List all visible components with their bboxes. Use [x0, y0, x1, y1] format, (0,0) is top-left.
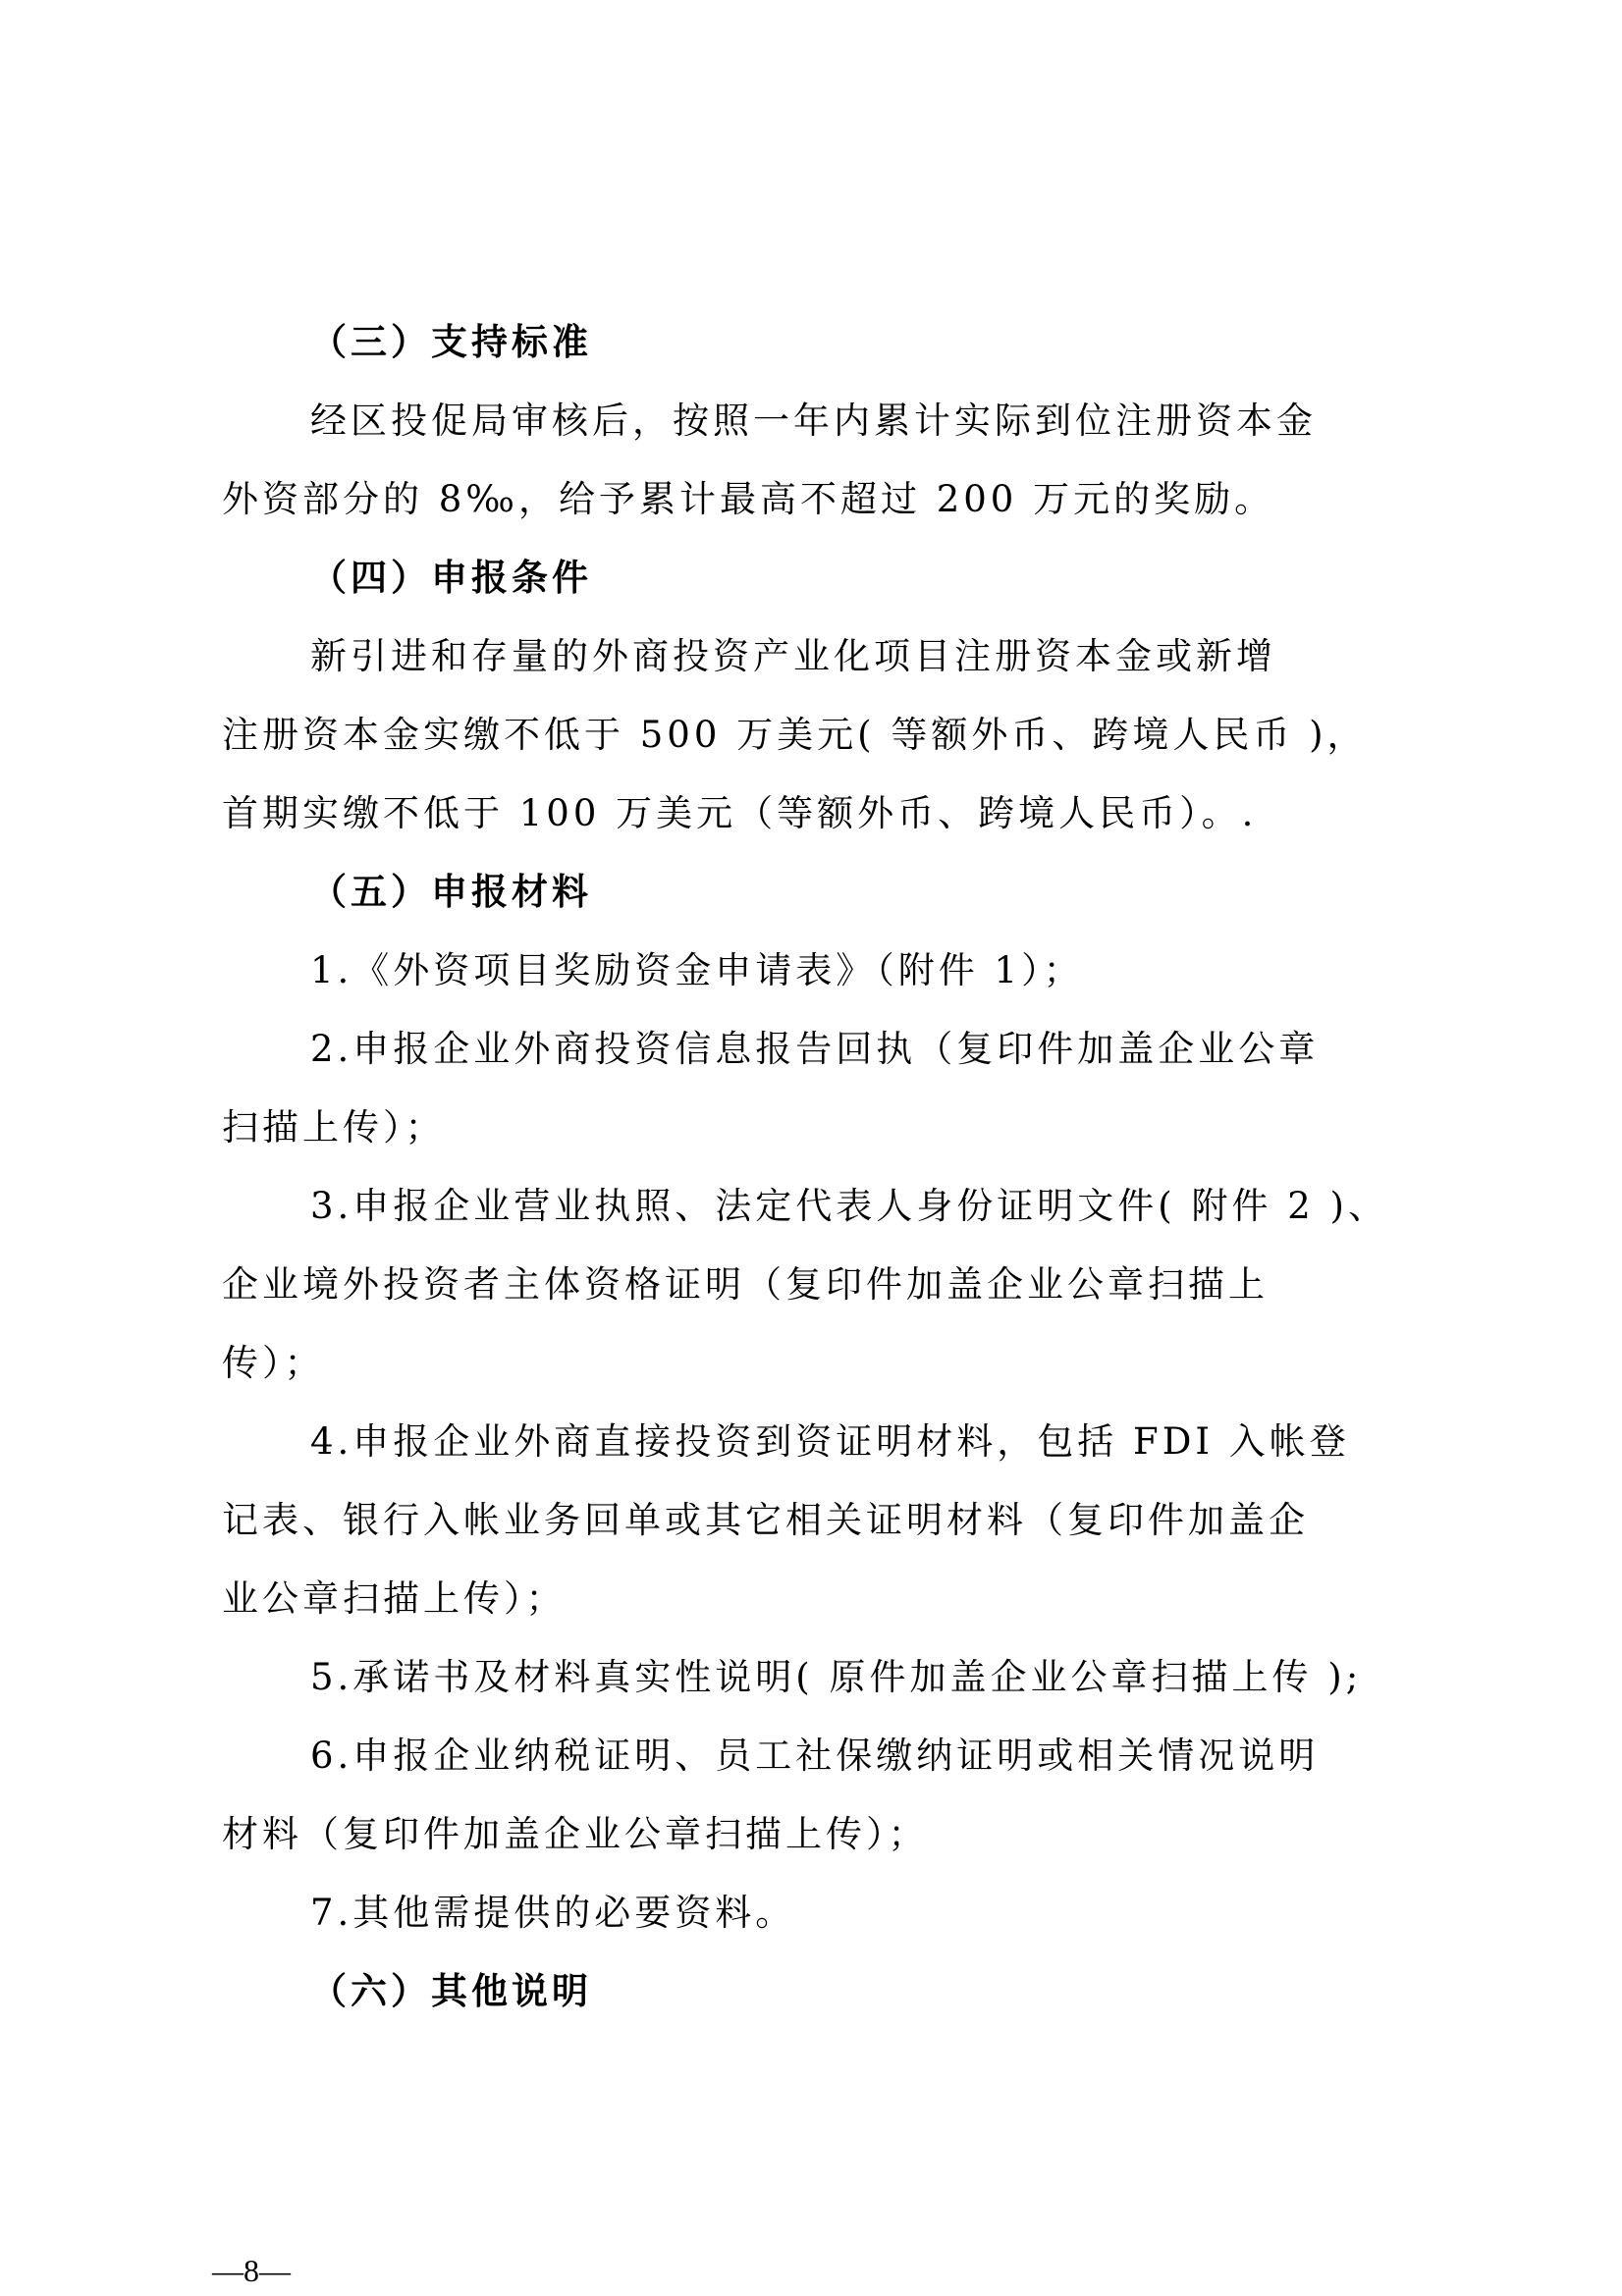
list-item: 5.承诺书及材料真实性说明( 原件加盖企业公章扫描上传 ); — [310, 1656, 1363, 1698]
list-item: 4.申报企业外商直接投资到资证明材料，包括 FDI 入帐登 — [310, 1420, 1350, 1463]
list-item-continuation: 记表、银行入帐业务回单或其它相关证明材料（复印件加盖企 — [222, 1499, 1309, 1541]
section-heading-support-standard: （三）支持标准 — [310, 320, 592, 363]
paragraph-line: 注册资本金实缴不低于 500 万美元( 等额外币、跨境人民币 )， — [222, 714, 1368, 756]
list-item: 1.《外资项目奖励资金申请表》（附件 1）； — [310, 949, 1084, 991]
list-item: 3.申报企业营业执照、法定代表人身份证明文件( 附件 2 )、 — [310, 1185, 1388, 1227]
list-item-continuation: 企业境外投资者主体资格证明（复印件加盖企业公章扫描上 — [222, 1263, 1269, 1306]
list-item: 6.申报企业纳税证明、员工社保缴纳证明或相关情况说明 — [310, 1735, 1320, 1777]
paragraph-line: 经区投促局审核后，按照一年内累计实际到位注册资本金 — [310, 400, 1317, 442]
list-item-continuation: 传）； — [222, 1342, 325, 1384]
paragraph-line: 新引进和存量的外商投资产业化项目注册资本金或新增 — [310, 635, 1276, 677]
paragraph-line: 首期实缴不低于 100 万美元（等额外币、跨境人民币）。. — [222, 792, 1258, 834]
page-number: —8— — [212, 2253, 291, 2288]
list-item: 2.申报企业外商投资信息报告回执（复印件加盖企业公章 — [310, 1028, 1320, 1070]
list-item-continuation: 业公章扫描上传）； — [222, 1577, 567, 1620]
list-item-continuation: 材料（复印件加盖企业公章扫描上传）； — [222, 1813, 929, 1855]
list-item: 7.其他需提供的必要资料。 — [310, 1892, 796, 1934]
list-item-continuation: 扫描上传）； — [222, 1106, 446, 1148]
section-heading-other-notes: （六）其他说明 — [310, 1969, 592, 2012]
paragraph-line: 外资部分的 8‰，给予累计最高不超过 200 万元的奖励。 — [222, 478, 1275, 520]
section-heading-application-materials: （五）申报材料 — [310, 870, 592, 913]
section-heading-application-conditions: （四）申报条件 — [310, 556, 592, 599]
